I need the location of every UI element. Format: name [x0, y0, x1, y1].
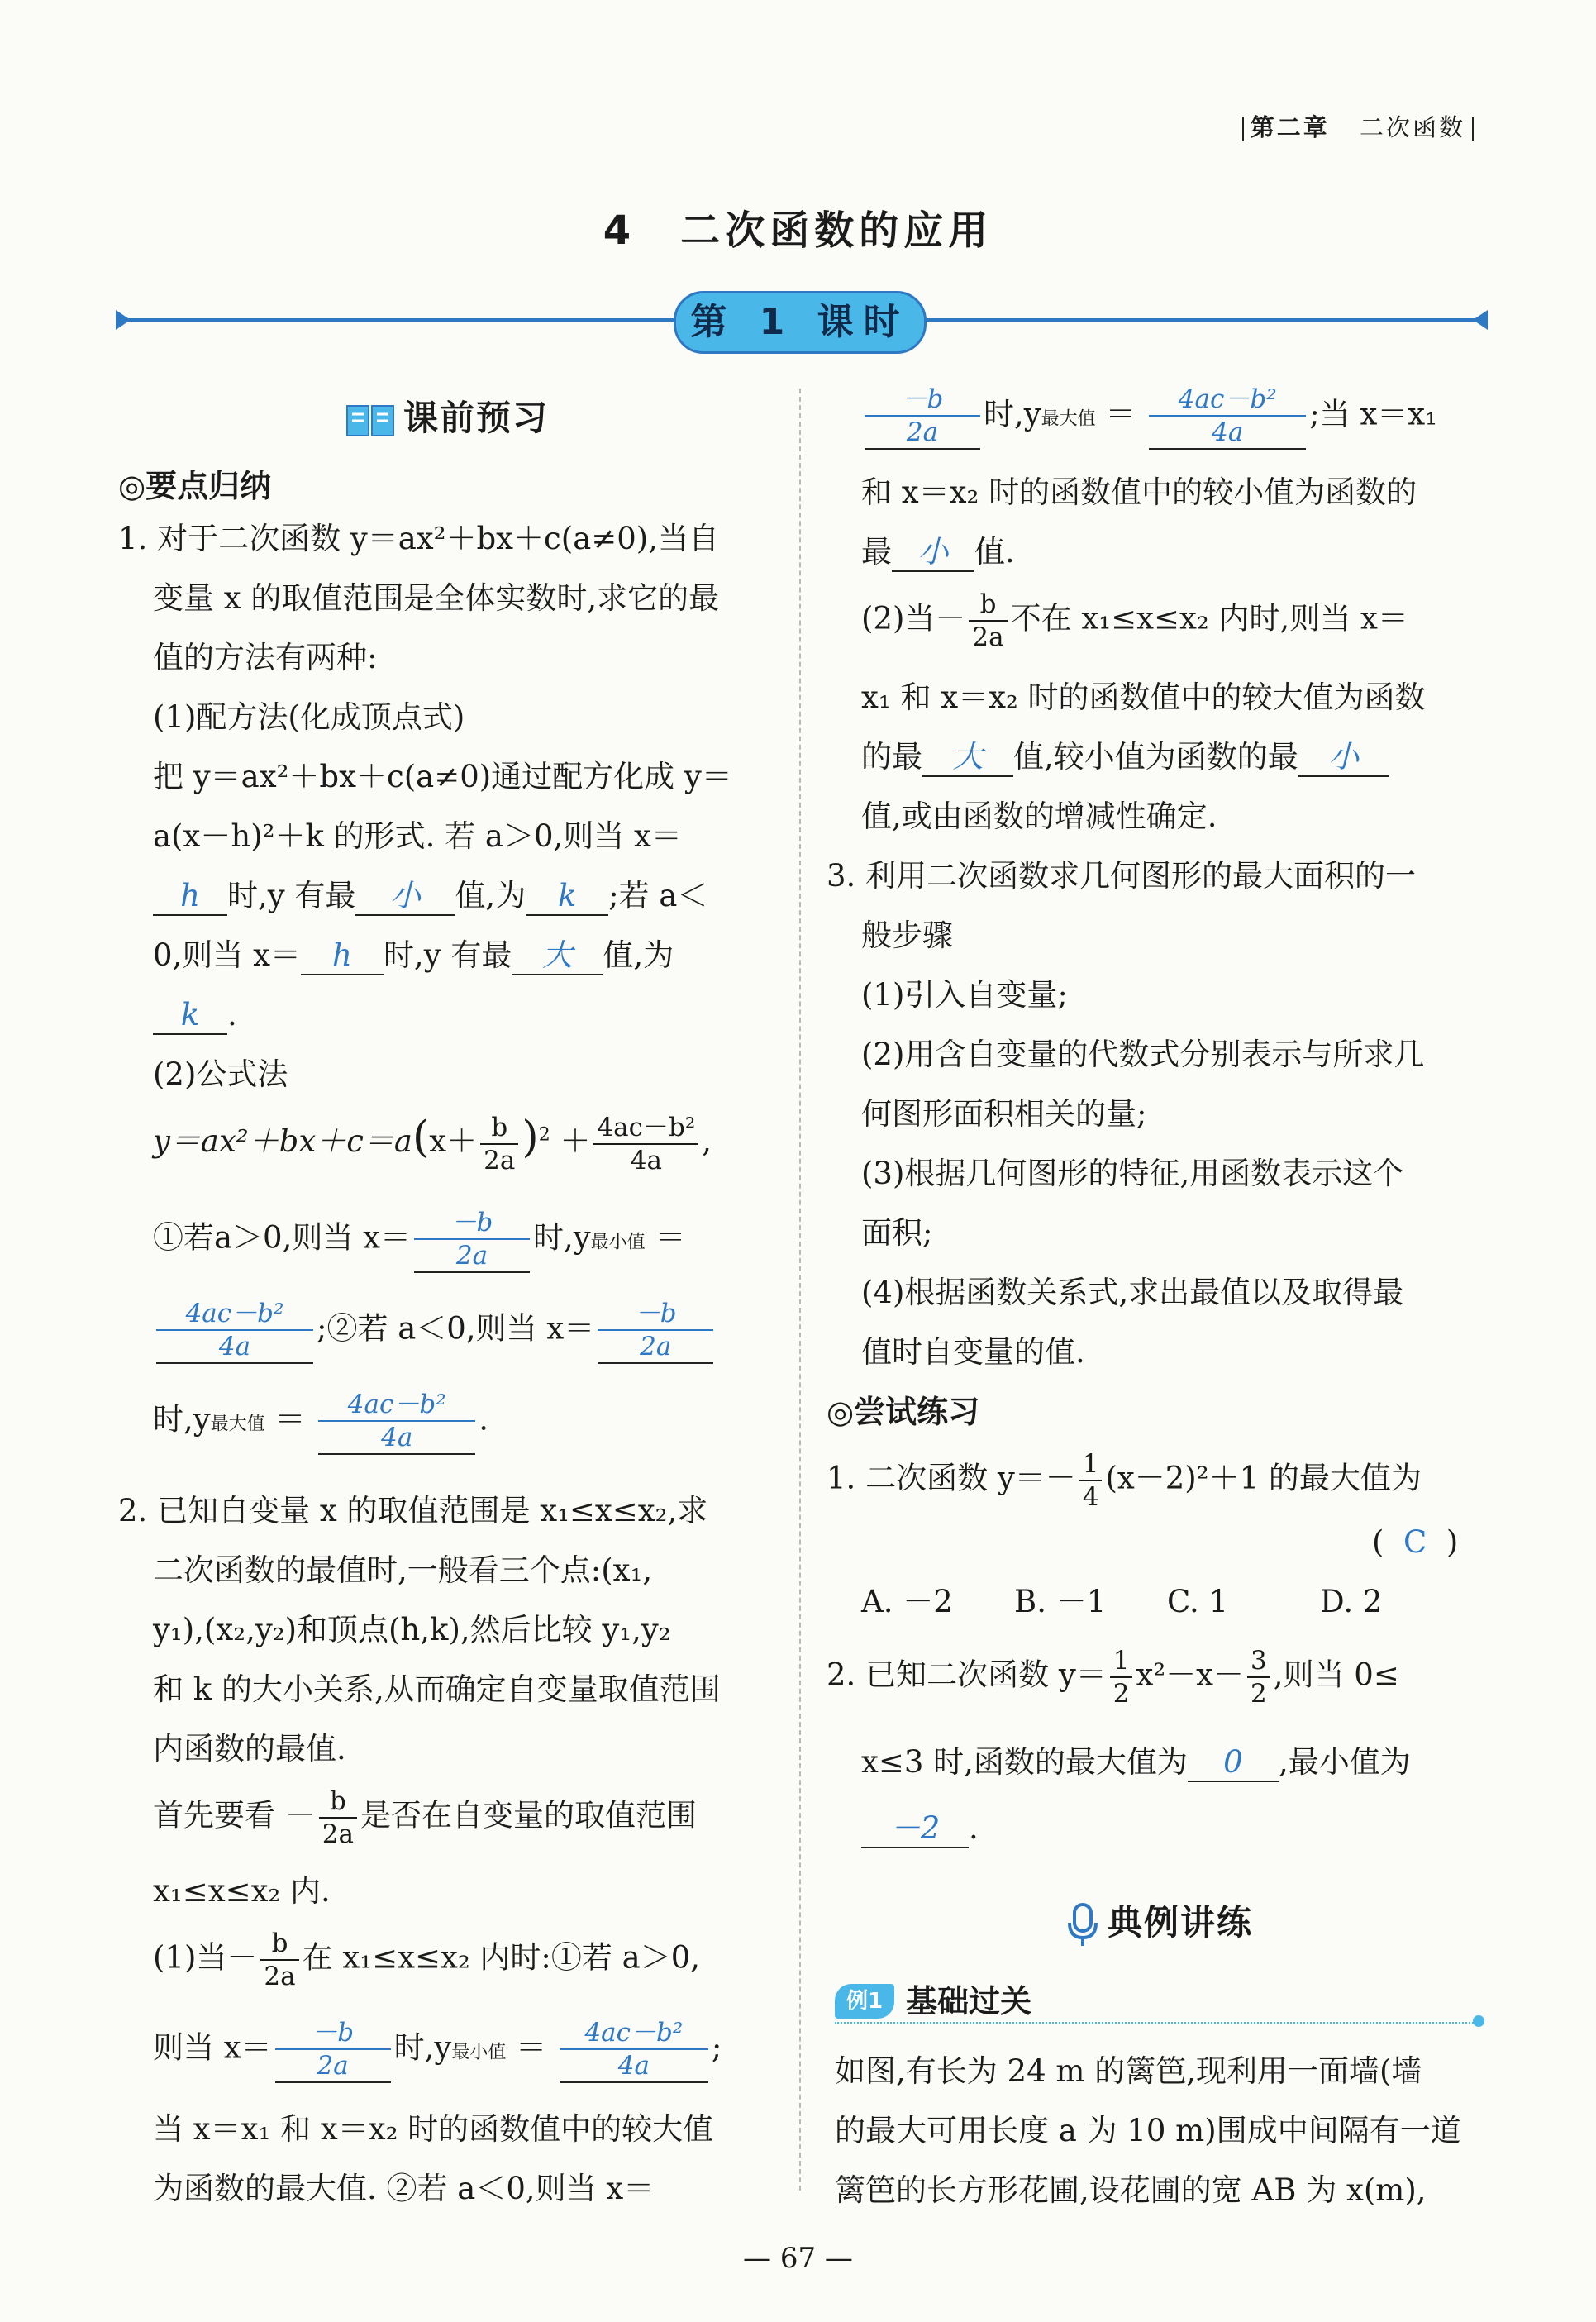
point-2-line-5: 内函数的最值. [153, 1731, 346, 1767]
point-1-line-2: 变量 x 的取值范围是全体实数时,求它的最 [153, 580, 720, 616]
point-2-line-9: 则当 x＝ $\frac{-b}{2a}$ 时,y最小值 ＝ $\frac{\text{4ac－b²}}{4a}$ ; [153, 2017, 722, 2083]
right-line-1: $\frac{-b}{2a}$ 时,y最大值 ＝ $\frac{\text{4ac－b²}}{4a}$ ;当 x＝x₁ [861, 384, 1437, 450]
fraction: $\frac{b}{2a}$ [260, 1928, 298, 1992]
fraction: $\frac{3}{2}$ [1247, 1645, 1270, 1709]
question-2-line-2: x≤3 时,函数的最大值为 0 ,最小值为 [861, 1733, 1411, 1792]
question-2-line-3: －2 . [861, 1799, 979, 1858]
preview-heading: 课前预习 [345, 389, 549, 448]
point-2-line-2: 二次函数的最值时,一般看三个点:(x₁, [153, 1552, 653, 1588]
method-1-line-2: a(x－h)²＋k 的形式. 若 a＞0,则当 x＝ [153, 818, 682, 854]
example-line-3: 篱笆的长方形花圃,设花圃的宽 AB 为 x(m), [835, 2172, 1427, 2208]
step-3-line-2: 面积; [861, 1215, 933, 1251]
page-number: — 67 — [743, 2242, 853, 2275]
method-1-line-5: k . [153, 985, 237, 1045]
example-line-2: 的最大可用长度 a 为 10 m)围成中间隔有一道 [835, 2113, 1461, 2148]
lesson-badge: 第 1 课时 [674, 291, 927, 354]
answer-blank[interactable]: k [526, 878, 608, 916]
method-1-title: (1)配方法(化成顶点式) [153, 699, 465, 735]
book-icon [345, 403, 395, 439]
example-line-1: 如图,有长为 24 m 的篱笆,现利用一面墙(墙 [835, 2053, 1422, 2089]
question-1-answer: ( C ) [1372, 1524, 1459, 1560]
option-c[interactable]: C. 1 [1167, 1584, 1229, 1619]
answer-blank[interactable]: $\frac{-b}{2a}$ [414, 1207, 530, 1273]
practice-heading: ◎尝试练习 [827, 1394, 980, 1430]
answer-blank[interactable]: $\frac{\text{4ac－b²}}{4a}$ [318, 1389, 475, 1455]
step-2-line-2: 何图形面积相关的量; [861, 1096, 1147, 1132]
option-b[interactable]: B. －1 [1014, 1584, 1107, 1619]
method-2-title: (2)公式法 [153, 1056, 288, 1092]
answer-blank[interactable]: －2 [861, 1810, 969, 1848]
right-line-5: x₁ 和 x＝x₂ 时的函数值中的较大值为函数 [861, 679, 1426, 715]
point-2-line-8: (1)当－ $\frac{b}{2a}$ 在 x₁≤x≤x₂ 内时:①若 a＞0, [153, 1929, 701, 1991]
right-line-3: 最 小 值. [861, 522, 1015, 582]
answer-blank[interactable]: 小 [1298, 739, 1389, 777]
step-4-line-2: 值时自变量的值. [861, 1334, 1085, 1370]
answer-blank[interactable]: $\frac{-b}{2a}$ [598, 1298, 713, 1364]
answer-blank[interactable]: 小 [892, 534, 974, 572]
examples-heading: 典例讲练 [1066, 1893, 1253, 1952]
answer-blank[interactable]: 大 [512, 937, 603, 975]
point-2-line-10: 当 x＝x₁ 和 x＝x₂ 时的函数值中的较大值 [153, 2111, 714, 2147]
step-4-line-1: (4)根据函数关系式,求出最值以及取得最 [861, 1275, 1404, 1310]
formula-line: y＝ax²＋bx＋c＝a(x＋ $\frac{b}{2a}$ )$^2$ ＋ $\frac{\text{4ac－b²}}{4a}$ , [153, 1112, 712, 1175]
fraction: $\frac{b}{2a}$ [969, 589, 1007, 653]
chapter-title: 二次函数 [1359, 113, 1465, 141]
method-1-line-4: 0,则当 x＝ h 时,y 有最 大 值,为 [153, 926, 674, 985]
column-divider [799, 389, 801, 2191]
answer-blank[interactable]: h [153, 878, 227, 916]
point-1-line-3: 值的方法有两种: [153, 640, 378, 675]
answer-blank[interactable]: $\frac{\text{4ac－b²}}{4a}$ [156, 1298, 313, 1364]
point-2-line-11: 为函数的最大值. ②若 a＜0,则当 x＝ [153, 2171, 655, 2206]
point-3-line-1: 3. 利用二次函数求几何图形的最大面积的一 [827, 858, 1417, 894]
right-line-6: 的最 大 值,较小值为函数的最 小 [861, 727, 1389, 787]
step-3-line-1: (3)根据几何图形的特征,用函数表示这个 [861, 1156, 1404, 1191]
running-header [1236, 109, 1480, 143]
fraction: $\frac{1}{4}$ [1079, 1448, 1103, 1513]
method-1-line-1: 把 y＝ax²＋bx＋c(a≠0)通过配方化成 y＝ [153, 759, 732, 794]
formula-case-1: ①若a＞0,则当 x＝ $\frac{-b}{2a}$ 时,y最小值 ＝ [153, 1207, 685, 1273]
page-title: 4 二次函数的应用 [603, 207, 993, 254]
fraction: $\frac{b}{2a}$ [480, 1112, 518, 1176]
example-title: 基础过关 [906, 1983, 1032, 2019]
example-tag: 例1 [835, 1984, 894, 2019]
option-a[interactable]: A. －2 [861, 1584, 953, 1619]
formula-case-3: 时,y最大值 ＝ $\frac{\text{4ac－b²}}{4a}$ . [153, 1389, 488, 1455]
point-2-line-4: 和 k 的大小关系,从而确定自变量取值范围 [153, 1671, 721, 1707]
answer-blank[interactable]: $\frac{-b}{2a}$ [275, 2017, 391, 2083]
option-d[interactable]: D. 2 [1320, 1584, 1383, 1619]
fraction: $\frac{\text{4ac－b²}}{4a}$ [593, 1112, 698, 1176]
point-1-line-1: 1. 对于二次函数 y＝ax²＋bx＋c(a≠0),当自 [118, 521, 719, 556]
answer-choice[interactable]: C [1403, 1524, 1427, 1560]
right-line-2: 和 x＝x₂ 时的函数值中的较小值为函数的 [861, 474, 1417, 510]
question-1-options [861, 1572, 1382, 1632]
point-2-line-6: 首先要看 － $\frac{b}{2a}$ 是否在自变量的取值范围 [153, 1786, 697, 1849]
key-points-heading: ◎要点归纳 [118, 468, 272, 504]
question-2: 2. 已知二次函数 y＝ $\frac{1}{2}$ x²－x－ $\frac{3}{2}$ ,则当 0≤ [827, 1646, 1399, 1709]
step-1: (1)引入自变量; [861, 977, 1068, 1013]
answer-blank[interactable]: 0 [1188, 1744, 1279, 1782]
microphone-icon [1066, 1903, 1099, 1948]
fraction: $\frac{1}{2}$ [1110, 1645, 1133, 1709]
point-3-line-2: 般步骤 [861, 918, 953, 953]
answer-blank[interactable]: k [153, 997, 227, 1035]
point-2-line-7: x₁≤x≤x₂ 内. [153, 1873, 331, 1909]
example-underline [835, 2022, 1479, 2024]
chapter-label: 第二章 [1250, 113, 1330, 141]
right-line-7: 值,或由函数的增减性确定. [861, 799, 1217, 834]
step-2-line-1: (2)用含自变量的代数式分别表示与所求几 [861, 1037, 1425, 1072]
answer-blank[interactable]: 小 [355, 878, 455, 916]
fraction: $\frac{b}{2a}$ [319, 1786, 357, 1850]
method-1-line-3: h 时,y 有最 小 值,为 k ;若 a＜ [153, 866, 708, 926]
answer-blank[interactable]: $\frac{\text{4ac－b²}}{4a}$ [1149, 384, 1306, 450]
answer-blank[interactable]: $\frac{-b}{2a}$ [865, 384, 980, 450]
right-line-4: (2)当－ $\frac{b}{2a}$ 不在 x₁≤x≤x₂ 内时,则当 x＝ [861, 589, 1408, 652]
question-1: 1. 二次函数 y＝－ $\frac{1}{4}$ (x－2)²＋1 的最大值为 [827, 1449, 1422, 1512]
point-2-line-1: 2. 已知自变量 x 的取值范围是 x₁≤x≤x₂,求 [118, 1493, 708, 1528]
point-2-line-3: y₁),(x₂,y₂)和顶点(h,k),然后比较 y₁,y₂ [153, 1612, 671, 1647]
answer-blank[interactable]: 大 [922, 739, 1013, 777]
formula-case-2: $\frac{\text{4ac－b²}}{4a}$ ;②若 a＜0,则当 x＝ $\frac{-b}{2a}$ [153, 1298, 717, 1364]
answer-blank[interactable]: h [301, 937, 384, 975]
answer-blank[interactable]: $\frac{\text{4ac－b²}}{4a}$ [560, 2017, 708, 2083]
example-underline-dot [1473, 2015, 1484, 2027]
